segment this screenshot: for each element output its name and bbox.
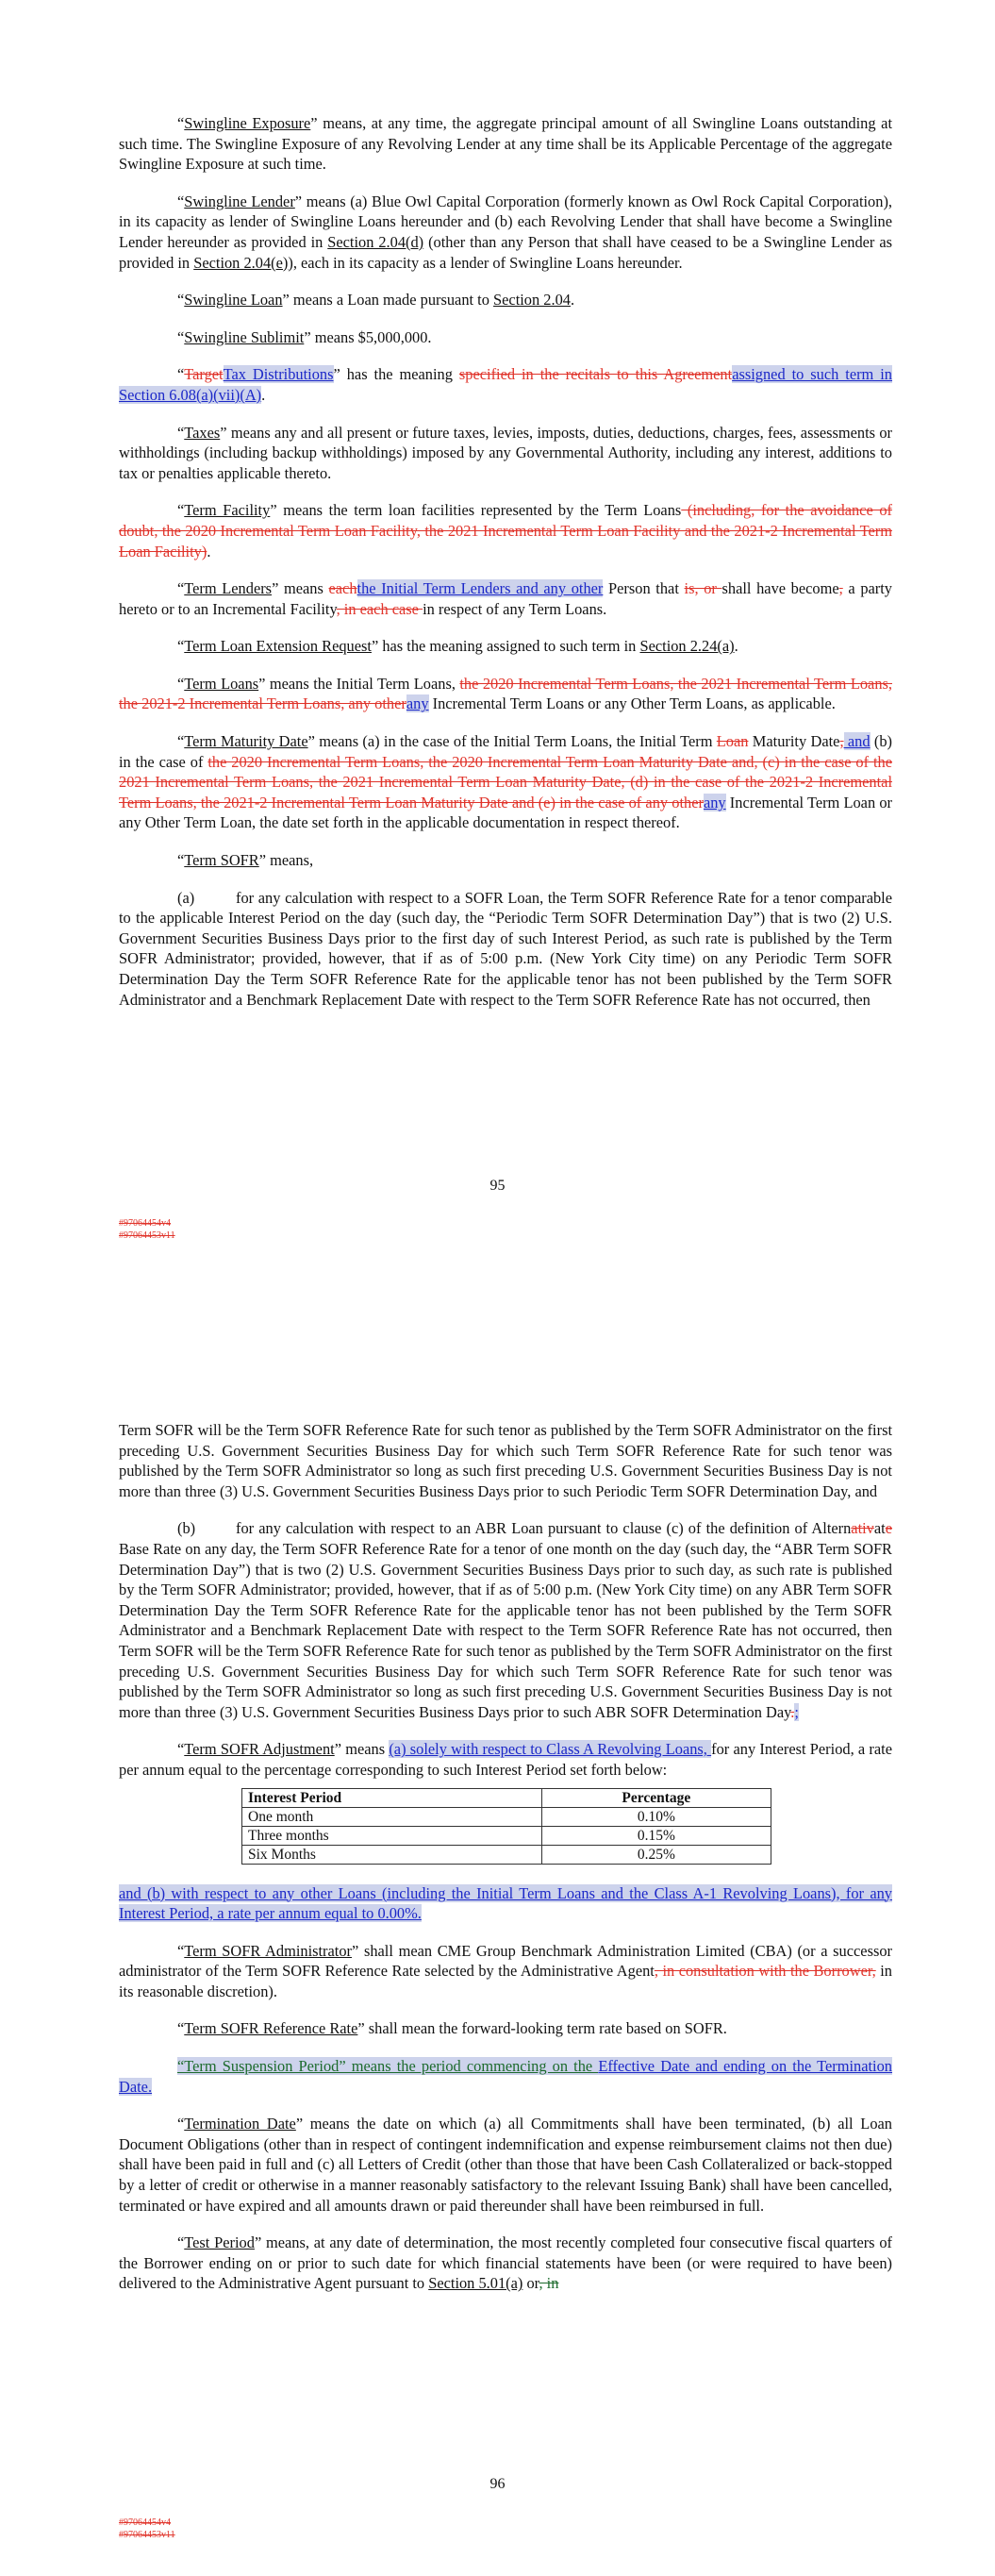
def-term-sofr-adjustment: “Term SOFR Adjustment” means (a) solely with respect to Class A Revolving Loans, for any Interest Period, a rate per annum equal to the percentage corresponding to such Interest Period set forth below: xyxy=(119,1740,892,1779)
def-text: shall have become xyxy=(721,579,839,598)
clause-text: at xyxy=(873,1519,886,1538)
inserted-paragraph xyxy=(119,1883,892,1924)
table-cell: 0.25% xyxy=(541,1845,771,1864)
deleted-text: each xyxy=(328,579,357,598)
term: Term SOFR xyxy=(184,851,259,870)
clause-text: for any calculation with respect to a SOFR Loan, the Term SOFR Reference Rate for a tenor comparable to the applicable Interest Period on the day (such day, the “Periodic Term SOFR Determination Day”) that is two (2) U.S. Government Securities Business Days prior to the first day of such Interest Period, as such rate is published by the Term SOFR Administrator; provided, however, that if as of 5:00 p.m. (New York City time) on any Periodic Term SOFR Determination Day the Term SOFR Reference Rate for the applicable tenor has not been published by the Term SOFR Administrator and a Benchmark Replacement Date with respect to the Term SOFR Reference Rate has not occurred, then xyxy=(119,888,892,1009)
term: Term SOFR Administrator xyxy=(184,1941,353,1960)
deleted-text: , in each case xyxy=(336,599,423,618)
def-text: or xyxy=(522,2274,539,2293)
def-swingline-sublimit: “Swingline Sublimit” means $5,000,000. xyxy=(177,327,432,346)
deleted-text: , xyxy=(838,579,843,598)
def-text: ” means the date on which (a) all Commitments shall have been terminated, (b) all Loan Document Obligations (other than in respect of contingent indemnification and expense reimbursement claims not then due) shall have been paid in full and (c) all Letters of Credit (other than those that have been Cash Collateralized or back-stopped by a letter of credit or otherwise in a manner reasonably satisfactory to the relevant Issuing Bank) shall have been cancelled, terminated or have expired and all amounts drawn or paid thereunder shall have been reimbursed in full. xyxy=(119,2115,892,2215)
deleted-text: (including, for the avoidance of doubt, the 2020 Incremental Term Loan Facility, the 2021 Incremental Term Loan Facility and the 2021-2 Incremental Term Loan Facility) xyxy=(119,501,892,560)
clause-a xyxy=(119,888,892,1011)
table-cell: Six Months xyxy=(242,1845,542,1864)
column-header: Interest Period xyxy=(242,1788,542,1807)
def-text: Maturity Date xyxy=(748,732,840,751)
def-text: for any Interest Period, a rate per annum equal to the percentage corresponding to such Interest Period set forth below: xyxy=(119,1740,892,1779)
def-text: . xyxy=(261,385,266,404)
table-row xyxy=(242,1826,771,1845)
table-cell: 0.10% xyxy=(541,1807,771,1826)
table-row xyxy=(242,1845,771,1864)
def-text: ” means xyxy=(334,1740,390,1759)
term: Swingline Sublimit xyxy=(184,327,305,346)
def-text: ” means a Loan made pursuant to xyxy=(282,291,494,309)
def-term-loans: “Term Loans” means the Initial Term Loans, the 2020 Incremental Term Loans, the 2021 Incremental Term Loans, the 2021-2 Incremental Term Loans, any otherany Incremental Term Loans or any Other Term Loans, as applicable. xyxy=(119,674,892,713)
def-term-maturity-date: “Term Maturity Date” means (a) in the case of the Initial Term Loans, the Initial Term Loan Maturity Date, and (b) in the case of the 2020 Incremental Term Loans, the 2020 Incremental Term Loan Maturity Date and, (c) in the case of the 2021 Incremental Term Loans, the 2021 Incremental Term Loan Maturity Date, (d) in the case of the 2021-2 Incremental Term Loans, the 2021-2 Incremental Term Loan Maturity Date and (e) in the case of any otherany Incremental Term Loan or any Other Term Loan, the date set forth in the applicable documentation in respect thereof. xyxy=(119,732,892,832)
def-text: . xyxy=(207,542,211,560)
def-text: in respect of any Term Loans. xyxy=(423,599,607,618)
inserted-text: the Initial Term Lenders and any other xyxy=(357,579,604,598)
table-row xyxy=(242,1807,771,1826)
inserted-text: any xyxy=(406,694,429,713)
term: Swingline Exposure xyxy=(184,114,311,132)
def-term-lenders: “Term Lenders” means eachthe Initial Term Lenders and any other Person that is, or shall have become, a party hereto or to an Incremental Facility, in each case in respect of any Term Loans. xyxy=(119,579,892,618)
doc-id-footer xyxy=(119,1217,175,1242)
deleted-text: e xyxy=(885,1519,892,1538)
term: Term Facility xyxy=(184,501,271,520)
deleted-text: the 2020 Incremental Term Loans, the 2020 Incremental Term Loan Maturity Date and, (c) in the case of the 2021 Incremental Term Loans, the 2021 Incremental Term Loan Maturity Date, (d) in the case of the 2021-2 Incremental Term Loans, the 2021-2 Incremental Term Loan Maturity Date and (e) in the case of any other xyxy=(119,752,892,811)
doc-id: #97064454v4 xyxy=(119,1218,171,1229)
def-text: ” means xyxy=(272,579,329,598)
term: Swingline Lender xyxy=(184,192,295,210)
def-term-sofr-administrator: “Term SOFR Administrator” shall mean CME Group Benchmark Administration Limited (CBA) (or a successor administrator of the Term SOFR Reference Rate selected by the Administrative Agent, in consultation with the Borrower, in its reasonable discretion). xyxy=(119,1941,892,2000)
deleted-text: specified in the recitals to this Agreement xyxy=(458,365,733,384)
def-text: ” means, xyxy=(258,851,314,870)
inserted-text: ; xyxy=(794,1702,799,1721)
table-cell: One month xyxy=(242,1807,542,1826)
def-termination-date: “Termination Date” means the date on which (a) all Commitments shall have been terminated, (b) all Loan Document Obligations (other than in respect of contingent indemnification and expense reimbursement claims not then due) shall have been paid in full and (c) all Letters of Credit (other than those that have been Cash Collateralized or back-stopped by a letter of credit or otherwise in a manner reasonably satisfactory to the relevant Issuing Bank) shall have been cancelled, terminated or have expired and all amounts drawn or paid thereunder shall have been reimbursed in full. xyxy=(119,2115,892,2215)
deleted-text: , in xyxy=(539,2274,559,2293)
def-swingline-lender: “Swingline Lender” means (a) Blue Owl Capital Corporation (formerly known as Owl Rock Capital Corporation), in its capacity as lender of Swingline Loans hereunder and (b) each Revolving Lender that shall have become a Swingline Lender hereunder as provided in Section 2.04(d) (other than any Person that shall have ceased to be a Swingline Lender as provided in Section 2.04(e)), each in its capacity as a lender of Swingline Loans hereunder. xyxy=(119,192,893,272)
doc-id: #97064453v11 xyxy=(119,2530,175,2540)
def-text: ” has the meaning xyxy=(333,365,459,384)
deleted-text: , in consultation with the Borrower, xyxy=(654,1962,876,1981)
def-text: ” has the meaning assigned to such term in xyxy=(371,637,640,656)
clause-text: for any calculation with respect to an ABR Loan pursuant to clause (c) of the definition of Altern xyxy=(236,1519,852,1538)
def-term-sofr: “Term SOFR” means, xyxy=(177,851,314,870)
def-taxes: “Taxes” means any and all present or future taxes, levies, imposts, duties, deductions, charges, fees, assessments or withholdings (including backup withholdings) imposed by any Governmental Authority, including any interest, additions to tax or penalties applicable thereto. xyxy=(119,423,892,482)
def-swingline-loan: “Swingline Loan” means a Loan made pursuant to Section 2.04. xyxy=(177,291,575,309)
deleted-text: Loan xyxy=(716,732,749,751)
def-text: . xyxy=(570,291,575,309)
clause-label: (a) xyxy=(177,888,195,907)
def-text: ” shall mean CME Group Benchmark Administration Limited (CBA) (or a successor administrator of the Term SOFR Reference Rate selected by the Administrative Agent xyxy=(119,1941,892,1981)
inserted-text: assigned to such term in Section 6.08(a)(vii)(A) xyxy=(119,365,893,404)
def-text: in its reasonable discretion). xyxy=(119,1962,892,2000)
deleted-text: Target xyxy=(184,365,224,384)
term: Term Loans xyxy=(184,674,259,693)
clause-a-continued: Term SOFR will be the Term SOFR Reference Rate for such tenor as published by the Term SOFR Administrator on the first preceding U.S. Government Securities Business Day for which such Term SOFR Reference Rate for such tenor was published by the Term SOFR Administrator so long as such first preceding U.S. Government Securities Business Day is not more than three (3) U.S. Government Securities Business Days prior to such Periodic Term SOFR Determination Day, and xyxy=(119,1421,892,1500)
section-ref: Section 5.01(a) xyxy=(428,2274,523,2293)
section-ref: Section 2.04 xyxy=(493,291,571,309)
doc-id: #97064453v11 xyxy=(119,1230,175,1241)
clause-text: Base Rate on any day, the Term SOFR Reference Rate for a tenor of one month on the day (such day, the “ABR Term SOFR Determination Day”) that is two (2) U.S. Government Securities Business Days prior to such day, as such rate is published by the Term SOFR Administrator; provided, however, that if as of 5:00 p.m. (New York City time) on any ABR Term SOFR Determination Day the Term SOFR Reference Rate for the applicable tenor has not been published by the Term SOFR Administrator and a Benchmark Replacement Date with respect to the Term SOFR Reference Rate has not occurred, then Term SOFR will be the Term SOFR Reference Rate for such tenor as published by the Term SOFR Administrator on the first preceding U.S. Government Securities Business Day for which such Term SOFR Reference Rate for such tenor was published by the Term SOFR Administrator so long as such first preceding U.S. Government Securities Business Day is not more than three (3) U.S. Government Securities Business Days prior to such ABR SOFR Determination Day xyxy=(119,1539,892,1721)
def-text: ), each in its capacity as a lender of Swingline Loans hereunder. xyxy=(288,253,683,272)
def-text: ” shall mean the forward-looking term rate based on SOFR. xyxy=(357,2019,727,2038)
inserted-text: Tax Distributions xyxy=(223,365,334,384)
section-ref: Section 2.04(e) xyxy=(193,253,289,272)
def-text: ” means the Initial Term Loans, xyxy=(258,674,460,693)
inserted-text: Effective Date and ending on the Termination Date. xyxy=(119,2057,893,2096)
term: Term Lenders xyxy=(184,579,273,598)
table-cell: Three months xyxy=(242,1826,542,1845)
page-95-body xyxy=(119,113,892,1027)
def-term-facility: “Term Facility” means the term loan facilities represented by the Term Loans (including, for the avoidance of doubt, the 2020 Incremental Term Loan Facility, the 2021 Incremental Term Loan Facility and the 2021-2 Incremental Term Loan Facility). xyxy=(119,501,892,560)
def-text: ” means the term loan facilities represented by the Term Loans xyxy=(270,501,682,520)
def-term-sofr-reference-rate: “Term SOFR Reference Rate” shall mean the forward-looking term rate based on SOFR. xyxy=(177,2019,727,2038)
def-text: a party hereto or to an Incremental Facility xyxy=(119,579,892,618)
term: Term SOFR Adjustment xyxy=(184,1740,335,1759)
def-text: Person that xyxy=(603,579,685,598)
def-text: Incremental Term Loan or any Other Term Loan, the date set forth in the applicable documentation in respect thereof. xyxy=(119,793,892,832)
page-number: 95 xyxy=(489,1178,506,1194)
section-ref: Section 2.24(a) xyxy=(639,637,735,656)
def-test-period: “Test Period” means, at any date of determination, the most recently completed four consecutive fiscal quarters of the Borrower ending on or prior to such date for which financial statements have been (or were required to have been) delivered to the Administrative Agent pursuant to Section 5.01(a) or, in xyxy=(119,2233,892,2293)
def-text: (other than any Person that shall have ceased to be a Swingline Lender as provided in xyxy=(119,232,892,272)
def-term-suspension-period xyxy=(119,2056,892,2097)
def-text: ” means, at any time, the aggregate principal amount of all Swingline Loans outstanding at such time. The Swingline Exposure of any Revolving Lender at any time shall be its Applicable Percentage of the aggregate Swingline Exposure at such time. xyxy=(119,114,892,174)
def-text: ” means, at any date of determination, the most recently completed four consecutive fiscal quarters of the Borrower ending on or prior to such date for which financial statements have been (or were required to have been) delivered to the Administrative Agent pursuant to xyxy=(119,2233,892,2293)
def-term-loan-extension-request: “Term Loan Extension Request” has the meaning assigned to such term in Section 2.24(a). xyxy=(177,637,738,656)
def-swingline-exposure: “Swingline Exposure” means, at any time, the aggregate principal amount of all Swingline Loans outstanding at such time. The Swingline Exposure of any Revolving Lender at any time shall be its Applicable Percentage of the aggregate Swingline Exposure at such time. xyxy=(119,114,892,174)
term: Taxes xyxy=(184,423,221,442)
inserted-text: and (b) with respect to any other Loans (including the Initial Term Loans and the Class A-1 Revolving Loans), for any Interest Period, a rate per annum equal to 0.00%. xyxy=(119,1883,892,1923)
term: Termination Date xyxy=(184,2115,296,2133)
term: Term SOFR Reference Rate xyxy=(184,2019,358,2038)
def-text: ” means $5,000,000. xyxy=(304,327,432,346)
deleted-text: . xyxy=(790,1702,795,1721)
table-cell: 0.15% xyxy=(541,1826,771,1845)
term: Swingline Loan xyxy=(184,291,283,309)
deleted-text: the 2020 Incremental Term Loans, the 2021 Incremental Term Loans, the 2021-2 Incremental Term Loans, any other xyxy=(119,674,892,713)
section-ref: Section 2.04(d) xyxy=(327,232,424,251)
term-sofr-adjustment-table xyxy=(241,1788,771,1865)
inserted-text: “Term Suspension Period” means the period commencing on the xyxy=(177,2057,599,2076)
term: Term Maturity Date xyxy=(184,732,308,751)
def-text: Incremental Term Loans or any Other Term Loans, as applicable. xyxy=(428,694,836,713)
deleted-text: ativ xyxy=(851,1519,874,1538)
page-number: 96 xyxy=(489,2476,506,2492)
doc-id-footer xyxy=(119,2517,175,2541)
doc-id: #97064454v4 xyxy=(119,2517,171,2528)
clause-label: (b) xyxy=(177,1519,196,1538)
deleted-text: , xyxy=(839,732,844,751)
def-text: . xyxy=(734,637,738,656)
term: Term Loan Extension Request xyxy=(184,637,372,656)
def-text: ” means any and all present or future taxes, levies, imposts, duties, deductions, charges, fees, assessments or withholdings (including backup withholdings) imposed by any Governmental Authority, including any interest, additions to tax or penalties applicable thereto. xyxy=(119,423,892,482)
page-96-body xyxy=(119,1420,892,2311)
column-header: Percentage xyxy=(541,1788,771,1807)
def-text: ” means (a) in the case of the Initial Term Loans, the Initial Term xyxy=(307,732,717,751)
inserted-text: (a) solely with respect to Class A Revolving Loans, xyxy=(389,1740,712,1759)
def-text: ” means (a) Blue Owl Capital Corporation (formerly known as Owl Rock Capital Corporation), in its capacity as lender of Swingline Loans hereunder and (b) each Revolving Lender that shall have become a Swingline Lender hereunder as provided in xyxy=(119,192,893,251)
inserted-text: and xyxy=(843,732,871,751)
def-tax-distributions: “TargetTax Distributions” has the meaning specified in the recitals to this Agreementassigned to such term in Section 6.08(a)(vii)(A). xyxy=(119,365,893,404)
deleted-text: is, or xyxy=(684,579,722,598)
inserted-text: any xyxy=(703,793,726,811)
page-96 xyxy=(0,1293,995,2576)
term: Test Period xyxy=(184,2233,255,2252)
def-text: (b) in the case of xyxy=(119,732,892,771)
table-header-row xyxy=(242,1788,771,1807)
clause-b xyxy=(119,1518,892,1722)
